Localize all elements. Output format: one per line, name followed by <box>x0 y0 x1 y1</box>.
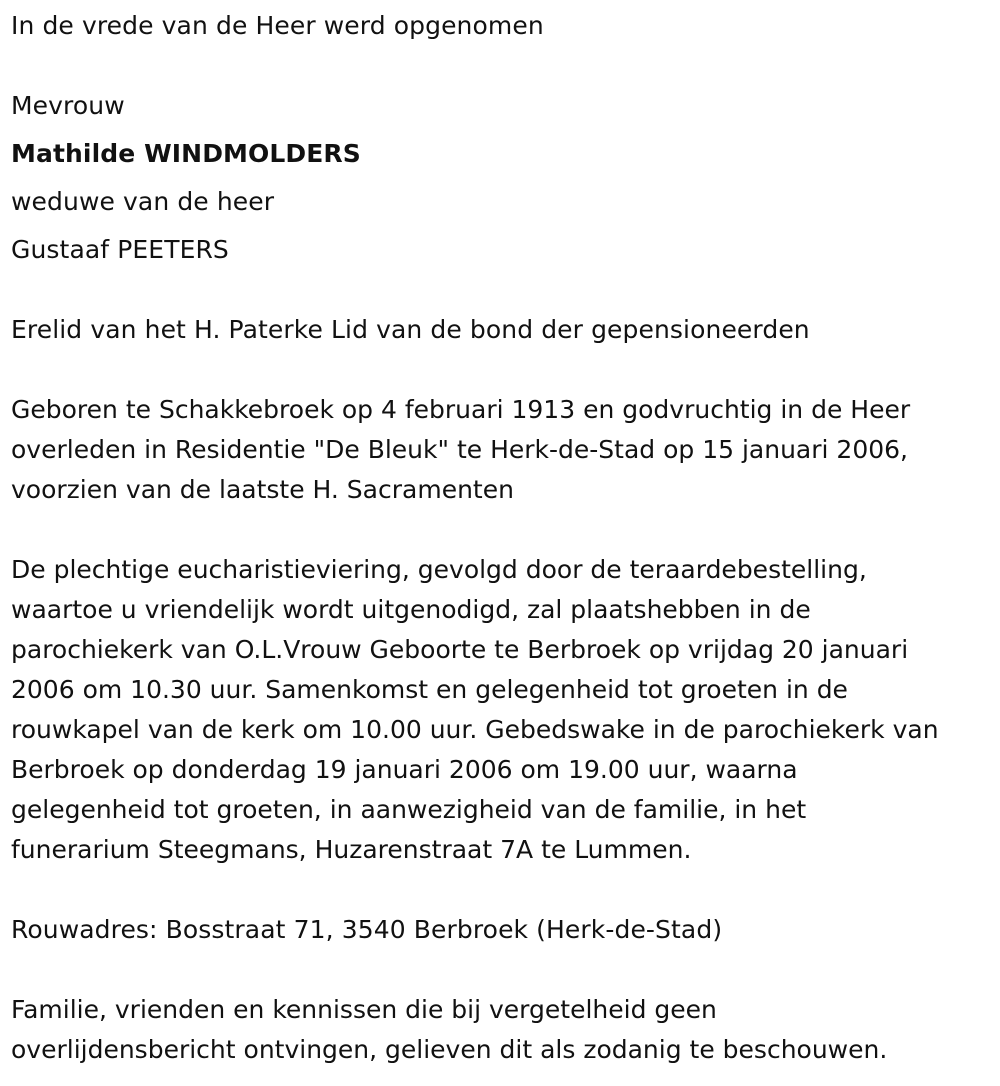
paragraph-line: Berbroek op donderdag 19 januari 2006 om 19.00 uur, waarna <box>11 755 798 784</box>
paragraph-line: waartoe u vriendelijk wordt uitgenodigd, zal plaatshebben in de <box>11 595 811 624</box>
paragraph-line: overlijdensbericht ontvingen, gelieven dit als zodanig te beschouwen. <box>11 1035 888 1064</box>
paragraph-line: De plechtige eucharistieviering, gevolgd door de teraardebestelling, <box>11 555 867 584</box>
paragraph-line: funerarium Steegmans, Huzarenstraat 7A te Lummen. <box>11 835 692 864</box>
closing-paragraph <box>11 990 996 1070</box>
deceased-name: Mathilde WINDMOLDERS <box>11 139 361 168</box>
paragraph-line: gelegenheid tot groeten, in aanwezigheid van de familie, in het <box>11 795 807 824</box>
paragraph-line: Familie, vrienden en kennissen die bij vergetelheid geen <box>11 995 717 1024</box>
salutation-text: Mevrouw <box>11 91 125 120</box>
paragraph-line: parochiekerk van O.L.Vrouw Geboorte te Berbroek op vrijdag 20 januari <box>11 635 909 664</box>
birth-death-paragraph <box>11 390 996 510</box>
paragraph-line: 2006 om 10.30 uur. Samenkomst en gelegenheid tot groeten in de <box>11 675 848 704</box>
paragraph-line: overleden in Residentie "De Bleuk" te Herk-de-Stad op 15 januari 2006, <box>11 435 908 464</box>
paragraph-line: rouwkapel van de kerk om 10.00 uur. Gebedswake in de parochiekerk van <box>11 715 939 744</box>
paragraph-line: Geboren te Schakkebroek op 4 februari 1913 en godvruchtig in de Heer <box>11 395 911 424</box>
honors-text: Erelid van het H. Paterke Lid van de bond der gepensioneerden <box>11 315 810 344</box>
spouse-name: Gustaaf PEETERS <box>11 235 229 264</box>
mourning-address: Rouwadres: Bosstraat 71, 3540 Berbroek (Herk-de-Stad) <box>11 915 723 944</box>
intro-text: In de vrede van de Heer werd opgenomen <box>11 11 544 40</box>
paragraph-line: voorzien van de laatste H. Sacramenten <box>11 475 514 504</box>
relation-text: weduwe van de heer <box>11 187 275 216</box>
ceremony-paragraph <box>11 550 996 870</box>
